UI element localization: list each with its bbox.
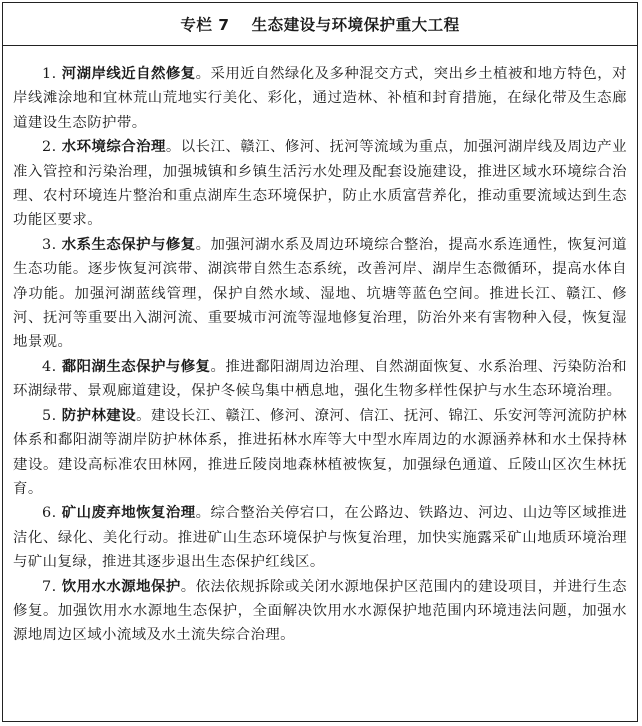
item-heading: 水系生态保护与修复 — [61, 236, 196, 253]
column-box — [2, 2, 638, 722]
item-6 — [13, 501, 627, 574]
box-label: 专栏 7 — [180, 16, 230, 34]
item-number: 2. — [42, 139, 62, 156]
item-text: 。综合整治关停宕口，在公路边、铁路边、河边、山边等区域推进洁化、绿化、美化行动。推进矿山生态环境保护与恢复治理，加快实施露采矿山地质环境治理与矿山复绿，推进其逐步退出生态保护红线区。 — [13, 505, 628, 571]
box-title: 生态建设与环境保护重大工程 — [251, 16, 460, 34]
item-text: 。以长江、赣江、修河、抚河等流域为重点，加强河湖岸线及周边产业准入管控和污染治理，加强城镇和乡镇生活污水处理及配套设施建设，推进区域水环境综合治理、农村环境连片整治和重点湖库生态环境保护，防止水质富营养化，推动重要流域达到生态功能区要求。 — [13, 139, 628, 229]
item-number: 5. — [42, 407, 62, 424]
item-number: 6. — [42, 505, 62, 522]
item-number: 1. — [42, 66, 62, 82]
item-number: 4. — [42, 358, 62, 375]
item-heading: 矿山废弃地恢复治理 — [61, 505, 196, 522]
item-heading: 鄱阳湖生态保护与修复 — [61, 358, 211, 375]
item-number: 3. — [42, 236, 62, 253]
item-text: 。加强河湖水系及周边环境综合整治，提高水系连通性，恢复河道生态功能。逐步恢复河滨带、湖滨带自然生态系统，改善河岸、湖岸生态微循环，提高水体自净功能。加强河湖蓝线管理，保护自然水域、湿地、坑塘等蓝色空间。推进长江、赣江、修河、抚河等重要出入湖河流、重要城市河流等湿地修复治理，防治外来有害物种入侵，恢复湿地景观。 — [13, 236, 628, 351]
item-heading: 河湖岸线近自然修复 — [61, 66, 196, 82]
item-heading: 饮用水水源地保护 — [61, 578, 181, 595]
item-text: 。采用近自然绿化及多种混交方式，突出乡土植被和地方特色，对岸线滩涂地和宜林荒山荒地实行美化、彩化，通过造林、补植和封育措施，在绿化带及生态廊道建设生态防护带。 — [13, 66, 628, 131]
item-text: 。建设长江、赣江、修河、潦河、信江、抚河、锦江、乐安河等河流防护林体系和鄱阳湖等湖岸防护林体系，推进拓林水库等大中型水库周边的水源涵养林和水土保持林建设。建设高标准农田林网，推进丘陵岗地森林植被恢复，加强绿色通道、丘陵山区次生林抚育。 — [13, 407, 627, 497]
item-4 — [13, 355, 627, 404]
item-2 — [13, 135, 627, 233]
item-1 — [13, 62, 627, 135]
item-heading: 防护林建设 — [61, 407, 137, 424]
item-number: 7. — [42, 578, 62, 595]
item-7 — [13, 575, 627, 648]
box-body — [3, 46, 637, 648]
item-3 — [13, 233, 627, 355]
box-header — [3, 3, 637, 46]
item-5 — [13, 404, 627, 502]
item-text: 。推进鄱阳湖周边治理、自然湖面恢复、水系治理、污染防治和环湖绿带、景观廊道建设，保护冬候鸟集中栖息地，强化生物多样性保护与水生态环境治理。 — [13, 358, 628, 400]
item-text: 。依法依规拆除或关闭水源地保护区范围内的建设项目，并进行生态修复。加强饮用水水源地生态保护，全面解决饮用水水源保护地范围内环境违法问题，加强水源地周边区域小流域及水土流失综合治理。 — [13, 578, 627, 644]
item-heading: 水环境综合治理 — [61, 139, 166, 156]
